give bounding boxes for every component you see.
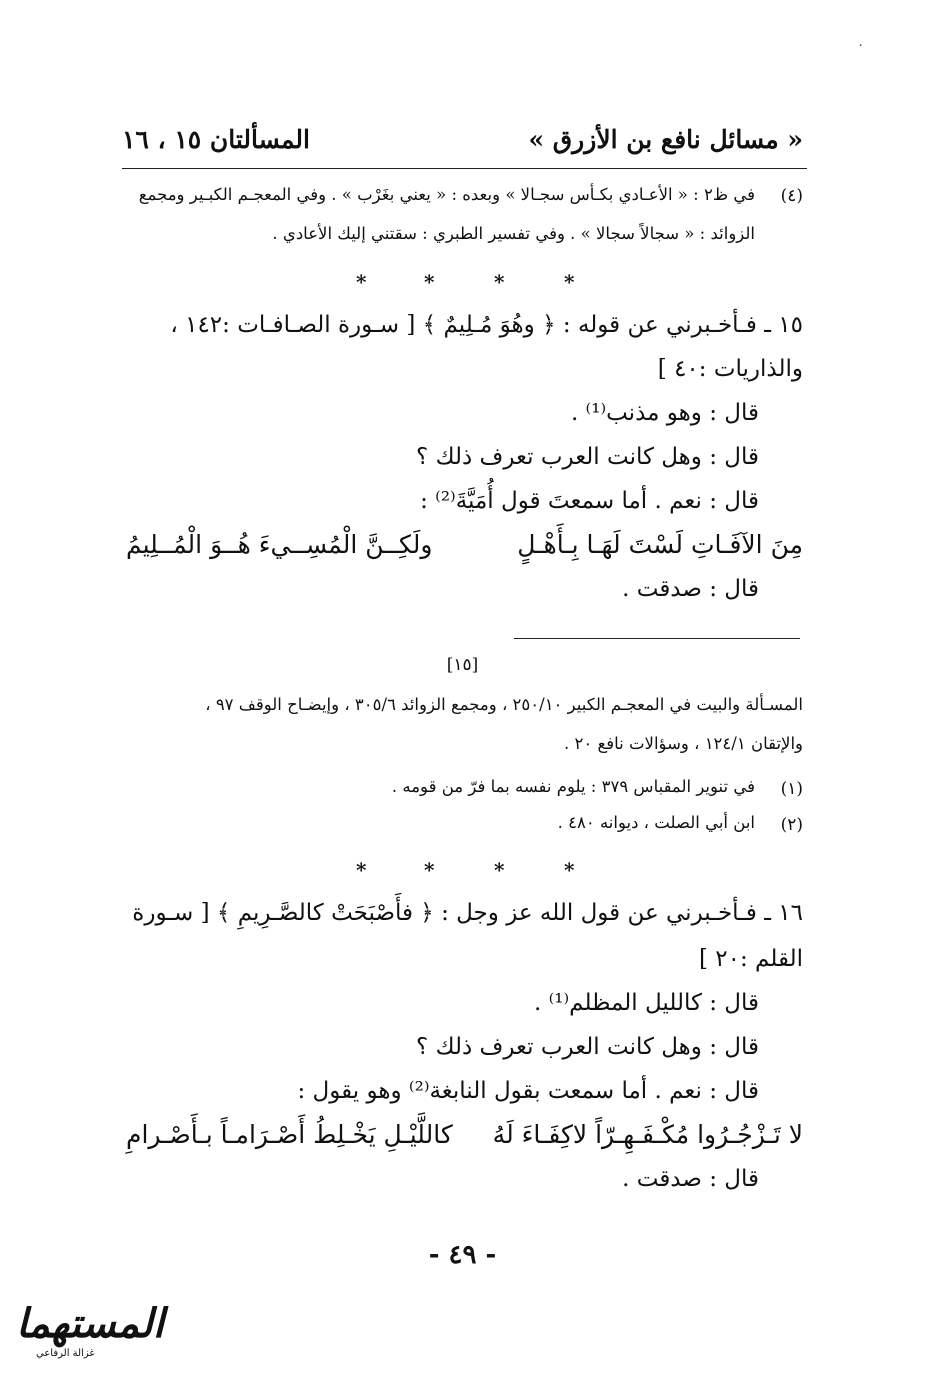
star-separator — [0, 270, 925, 294]
question-15-line2: والذاريات :٤٠ ] — [657, 356, 803, 382]
verse-16-first-hemistich: لا تَـزْجُـرُوا مُكْـفَـهِـرّاً لاكِفَـاءَ لَهُ — [492, 1120, 803, 1149]
footnote-number: (٢) — [780, 815, 803, 835]
question-16-arabs: قال : وهل كانت العرب تعرف ذلك ؟ — [416, 1034, 759, 1060]
question-15-line1: ١٥ ـ فـأخـبرني عن قوله : ﴿ وهُوَ مُـلِيمٌ ﴾ [ سـورة الصـافـات :١٤٢ ، — [170, 312, 803, 338]
edge-mark: · — [858, 38, 863, 54]
question-15-arabs: قال : وهل كانت العرب تعرف ذلك ؟ — [416, 444, 759, 470]
source-line: المسـألة والبيت في المعجـم الكبير ٢٥٠/١٠ ، ومجمع الزوائد ٣٠٥/٦ ، وإيضـاح الوقف ٩٧ ، — [205, 695, 803, 714]
answer-15-poet: قال : نعم . أما سمعتَ قول أُمَيَّةَ⁽²⁾ : — [420, 488, 759, 514]
separator-star: * — [424, 270, 435, 294]
question-16-line2: القلم :٢٠ ] — [698, 946, 803, 972]
running-header-book-title: « مسائل نافع بن الأزرق » — [528, 125, 803, 154]
header-rule — [122, 168, 807, 169]
running-header-section: المسألتان ١٥ ، ١٦ — [122, 125, 310, 154]
footnote-line: في ظ٢ : « الأعـادي بكـأس سجـالا » وبعده : « يعني بغَرْب » . وفي المعجـم الكبـير ومجمع — [138, 185, 755, 204]
footnote-line: الزوائد : « سجالاً سجالا » . وفي تفسير الطبري : سقتني إليك الأعادي . — [272, 224, 755, 243]
page-number: - ٤٩ - — [428, 1240, 497, 1270]
answer-15-meaning: قال : وهو مذنب⁽¹⁾ . — [570, 400, 759, 426]
footnote-number: (٤) — [780, 186, 803, 206]
footnote-text: ابن أبي الصلت ، ديوانه ٤٨٠ . — [557, 813, 755, 832]
separator-star: * — [356, 270, 367, 294]
question-16-line1: ١٦ ـ فـأخـبرني عن قول الله عز وجل : ﴿ فأَصْبَحَتْ كالصَّـرِيمِ ﴾ [ سـورة — [132, 900, 803, 926]
separator-star: * — [424, 858, 435, 882]
star-separator — [0, 858, 925, 882]
footnote-text: في تنوير المقباس ٣٧٩ : يلوم نفسه بما فرّ من قومه . — [391, 777, 755, 796]
answer-16-poet: قال : نعم . أما سمعت بقول النابغة⁽²⁾ وهو يقول : — [297, 1078, 759, 1104]
logo-calligraphy: المستهما — [16, 1300, 164, 1347]
separator-star: * — [494, 858, 505, 882]
footnote-divider — [514, 638, 800, 639]
source-line: والإتقان ١٢٤/١ ، وسؤالات نافع ٢٠ . — [564, 734, 803, 753]
closing-15: قال : صدقت . — [622, 576, 759, 602]
calligraphy-logo — [10, 1298, 164, 1368]
closing-16: قال : صدقت . — [622, 1166, 759, 1192]
separator-star: * — [356, 858, 367, 882]
separator-star: * — [564, 858, 575, 882]
separator-star: * — [494, 270, 505, 294]
separator-star: * — [564, 270, 575, 294]
verse-15-first-hemistich: مِنَ الآفَـاتِ لَسْتَ لَهَـا بِـأَهْـلٍ — [517, 530, 803, 559]
verse-16-second-hemistich: كاللَّيْـلِ يَخْـلِطُ أَصْـرَامـاً بـأَصْـرامِ — [126, 1120, 453, 1149]
logo-subtext: غزالة الرفاعي — [36, 1348, 95, 1359]
footnote-number: (١) — [780, 779, 803, 799]
verse-15-second-hemistich: ولَكِــنَّ الْمُسِــيءَ هُــوَ الْمُــلِيمُ — [126, 530, 433, 559]
note-section-label: [١٥] — [446, 655, 479, 675]
answer-16-meaning: قال : كالليل المظلم⁽¹⁾ . — [534, 990, 759, 1016]
